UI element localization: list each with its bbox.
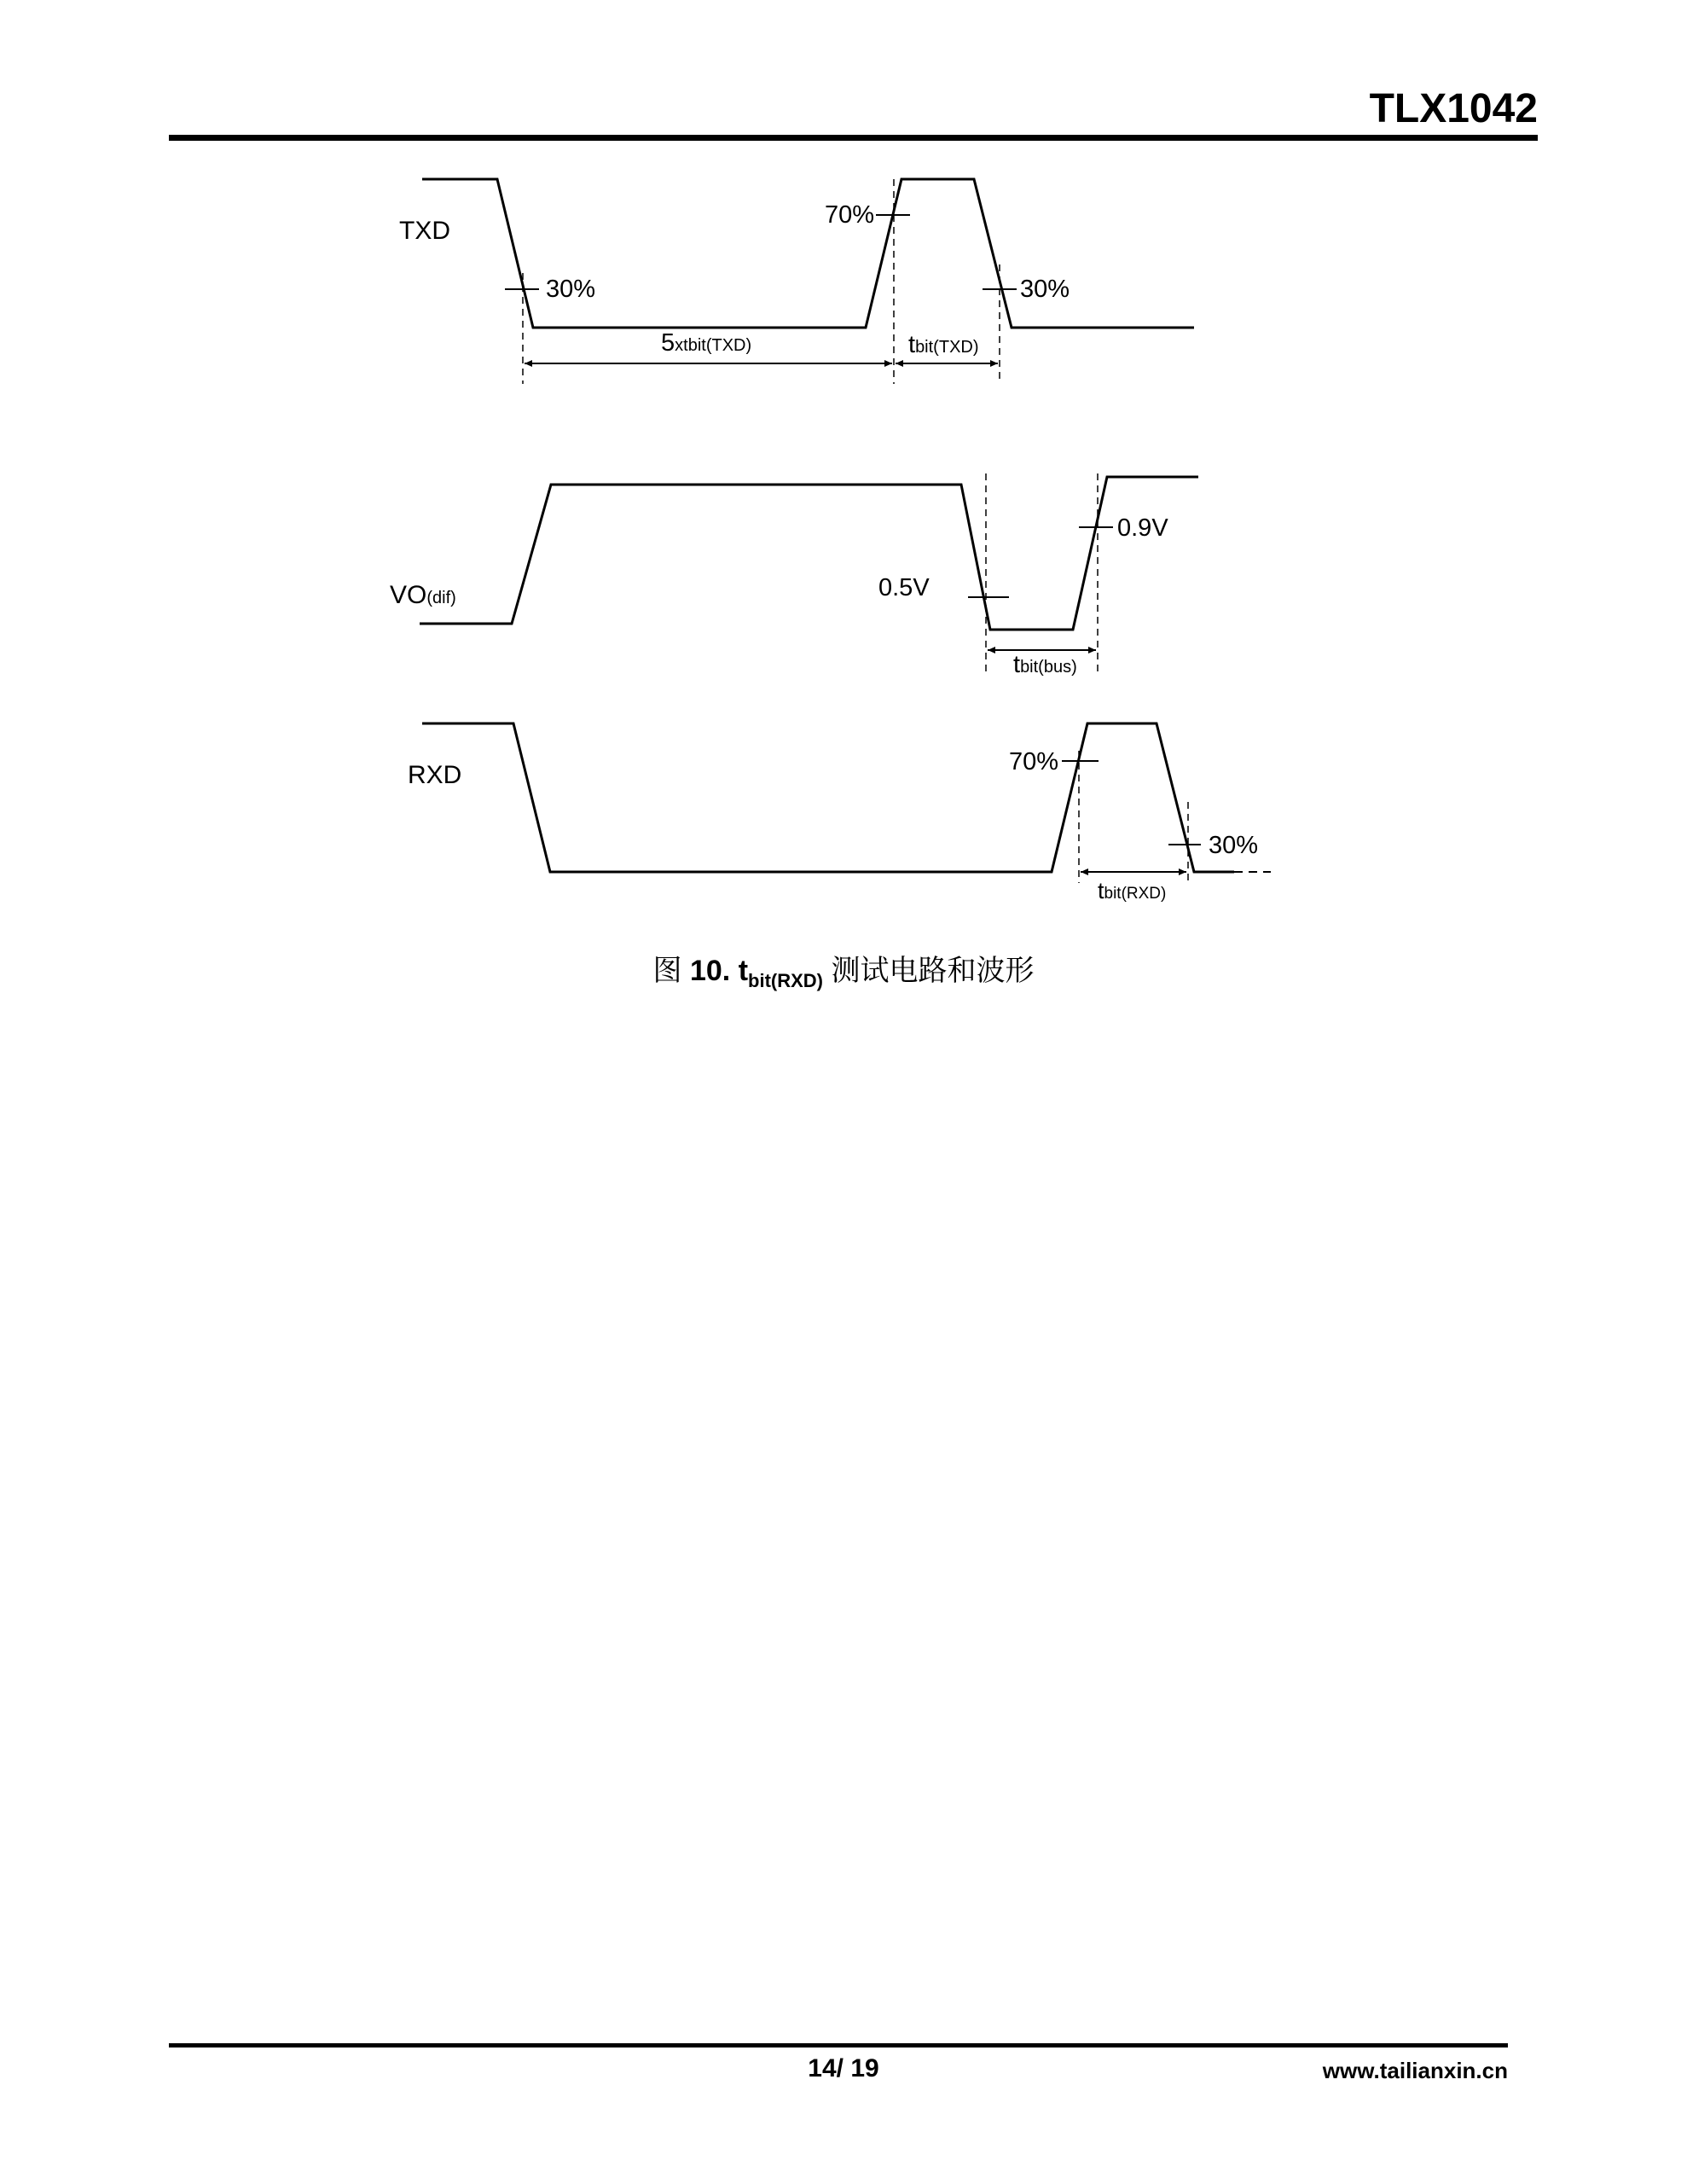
vo-dif-waveform (420, 477, 1198, 630)
rxd-bit-span-label: tbit(RXD) (1098, 878, 1167, 903)
caption-text: 测试电路和波形 (831, 955, 1035, 987)
caption-symbol-subscript: bit(RXD) (748, 969, 824, 991)
caption-prefix: 图 (652, 955, 682, 987)
txd-signal-label: TXD (399, 217, 450, 245)
vo-dif-signal-label: VO(dif) (390, 581, 456, 609)
rxd-fall-threshold-label: 30% (1209, 832, 1259, 859)
txd-fall-threshold-label: 30% (546, 276, 596, 303)
txd-waveform (422, 179, 1194, 328)
figure-caption (0, 947, 1687, 992)
footer-website: www.tailianxin.cn (1322, 2058, 1508, 2083)
document-header-title: TLX1042 (1369, 86, 1538, 131)
timing-diagram (0, 0, 1687, 938)
rxd-signal-label: RXD (408, 761, 462, 789)
caption-number: 10. (689, 955, 731, 987)
vo-high-threshold-label: 0.9V (1117, 514, 1168, 542)
footer-rule (169, 2043, 1508, 2048)
caption-symbol: t (738, 955, 749, 987)
page-number: 14/ 19 (808, 2054, 879, 2082)
txd-fall2-threshold-label: 30% (1020, 276, 1070, 303)
bus-bit-span-label: tbit(bus) (1013, 651, 1077, 678)
txd-five-bit-span-label: 5xtbit(TXD) (661, 329, 752, 357)
vo-low-threshold-label: 0.5V (878, 574, 930, 601)
txd-rise-threshold-label: 70% (825, 201, 875, 229)
rxd-waveform (422, 723, 1234, 872)
txd-bit-span-label: tbit(TXD) (908, 331, 979, 358)
rxd-rise-threshold-label: 70% (1009, 748, 1059, 775)
